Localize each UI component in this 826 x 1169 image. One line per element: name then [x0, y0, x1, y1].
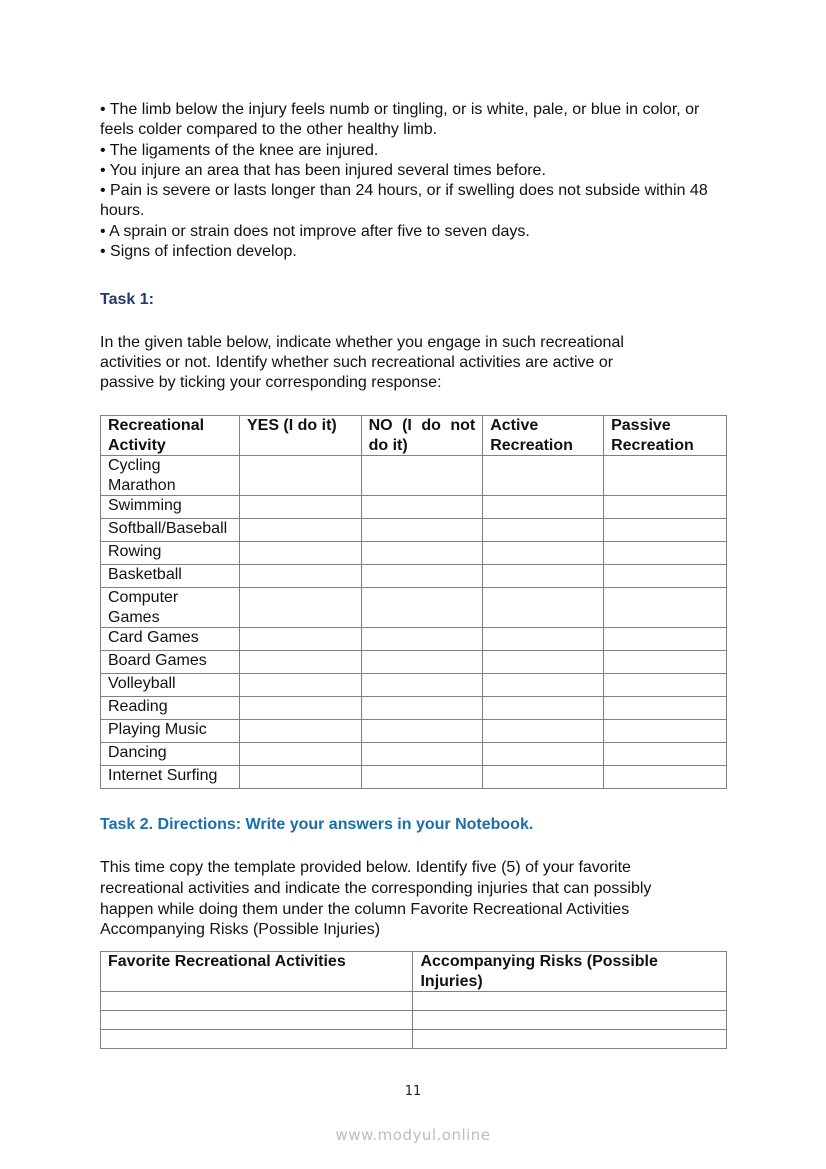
table-row	[101, 674, 727, 697]
activity-cell: Softball/Baseball	[101, 519, 240, 542]
passive-cell[interactable]	[604, 651, 727, 674]
active-cell[interactable]	[483, 456, 604, 496]
table-row	[101, 766, 727, 789]
yes-cell[interactable]	[239, 743, 361, 766]
yes-cell[interactable]	[239, 542, 361, 565]
header-favorite-activities: Favorite Recreational Activities	[101, 952, 413, 992]
passive-cell[interactable]	[604, 766, 727, 789]
yes-cell[interactable]	[239, 456, 361, 496]
risk-cell[interactable]	[413, 1030, 727, 1049]
activity-cell: Computer Games	[101, 588, 240, 628]
no-cell[interactable]	[361, 496, 483, 519]
table-row	[101, 651, 727, 674]
no-cell[interactable]	[361, 697, 483, 720]
header-no: NO (I do not do it)	[361, 416, 483, 456]
activity-cell: Internet Surfing	[101, 766, 240, 789]
activity-cell: Reading	[101, 697, 240, 720]
table-row	[101, 743, 727, 766]
no-cell[interactable]	[361, 588, 483, 628]
activity-cell: Playing Music	[101, 720, 240, 743]
favorite-activity-cell[interactable]	[101, 1011, 413, 1030]
task2-instructions: This time copy the template provided below. Identify five (5) of your favorite recreational activities and indicate the corresponding injuries that can possibly happen while doing them under the column Favorite Recreational Activities Accompanying Risks (Possible Injuries)	[100, 859, 652, 939]
no-cell[interactable]	[361, 542, 483, 565]
table-row	[101, 496, 727, 519]
table-row	[101, 456, 727, 496]
header-yes: YES (I do it)	[239, 416, 361, 456]
table-row	[101, 565, 727, 588]
active-cell[interactable]	[483, 628, 604, 651]
passive-cell[interactable]	[604, 628, 727, 651]
no-cell[interactable]	[361, 743, 483, 766]
yes-cell[interactable]	[239, 674, 361, 697]
task1-heading: Task 1:	[100, 291, 154, 308]
favorite-activities-table	[100, 951, 727, 1049]
passive-cell[interactable]	[604, 565, 727, 588]
activity-cell: Volleyball	[101, 674, 240, 697]
no-cell[interactable]	[361, 456, 483, 496]
bullet-item: • The ligaments of the knee are injured.	[100, 141, 379, 159]
active-cell[interactable]	[483, 519, 604, 542]
header-activity: Recreational Activity	[101, 416, 240, 456]
risk-cell[interactable]	[413, 992, 727, 1011]
active-cell[interactable]	[483, 542, 604, 565]
task1-instructions: In the given table below, indicate whether you engage in such recreational activities or not. Identify whether such recreational activities are active or passive by ticking your corresponding response:	[100, 334, 624, 392]
table-row	[101, 588, 727, 628]
activity-cell: Basketball	[101, 565, 240, 588]
active-cell[interactable]	[483, 720, 604, 743]
risk-cell[interactable]	[413, 1011, 727, 1030]
active-cell[interactable]	[483, 743, 604, 766]
no-cell[interactable]	[361, 565, 483, 588]
no-cell[interactable]	[361, 720, 483, 743]
yes-cell[interactable]	[239, 519, 361, 542]
table-row	[101, 992, 727, 1011]
favorite-activity-cell[interactable]	[101, 1030, 413, 1049]
header-passive: Passive Recreation	[604, 416, 727, 456]
watermark: www.modyul.online	[335, 1126, 491, 1144]
activity-cell: Dancing	[101, 743, 240, 766]
table-header-row	[101, 952, 727, 992]
passive-cell[interactable]	[604, 588, 727, 628]
active-cell[interactable]	[483, 674, 604, 697]
recreational-activity-table	[100, 415, 727, 789]
activity-cell: Rowing	[101, 542, 240, 565]
no-cell[interactable]	[361, 519, 483, 542]
active-cell[interactable]	[483, 697, 604, 720]
bullet-item: • Pain is severe or lasts longer than 24 hours, or if swelling does not subside within 48 hours.	[100, 182, 708, 220]
table-row	[101, 1030, 727, 1049]
table-header-row	[101, 416, 727, 456]
no-cell[interactable]	[361, 651, 483, 674]
yes-cell[interactable]	[239, 588, 361, 628]
page-number: 11	[404, 1084, 422, 1099]
table-row	[101, 542, 727, 565]
bullet-item: • A sprain or strain does not improve after five to seven days.	[100, 222, 530, 240]
active-cell[interactable]	[483, 588, 604, 628]
table-row	[101, 697, 727, 720]
header-active: Active Recreation	[483, 416, 604, 456]
no-cell[interactable]	[361, 628, 483, 651]
active-cell[interactable]	[483, 496, 604, 519]
table-row	[101, 1011, 727, 1030]
yes-cell[interactable]	[239, 651, 361, 674]
passive-cell[interactable]	[604, 496, 727, 519]
table-row	[101, 720, 727, 743]
activity-cell: Cycling Marathon	[101, 456, 240, 496]
yes-cell[interactable]	[239, 697, 361, 720]
bullet-item: • You injure an area that has been injured several times before.	[100, 161, 546, 179]
yes-cell[interactable]	[239, 720, 361, 743]
active-cell[interactable]	[483, 651, 604, 674]
active-cell[interactable]	[483, 766, 604, 789]
passive-cell[interactable]	[604, 519, 727, 542]
bullet-item: • The limb below the injury feels numb or tingling, or is white, pale, or blue in color, or feels colder compared to the other healthy limb.	[100, 101, 700, 139]
passive-cell[interactable]	[604, 674, 727, 697]
yes-cell[interactable]	[239, 628, 361, 651]
header-accompanying-risks: Accompanying Risks (Possible Injuries)	[413, 952, 727, 992]
table-row	[101, 519, 727, 542]
task2-heading: Task 2. Directions: Write your answers in your Notebook.	[100, 816, 534, 833]
passive-cell[interactable]	[604, 720, 727, 743]
activity-cell: Swimming	[101, 496, 240, 519]
passive-cell[interactable]	[604, 542, 727, 565]
yes-cell[interactable]	[239, 565, 361, 588]
active-cell[interactable]	[483, 565, 604, 588]
activity-cell: Card Games	[101, 628, 240, 651]
passive-cell[interactable]	[604, 743, 727, 766]
no-cell[interactable]	[361, 674, 483, 697]
table-row	[101, 628, 727, 651]
yes-cell[interactable]	[239, 496, 361, 519]
passive-cell[interactable]	[604, 456, 727, 496]
yes-cell[interactable]	[239, 766, 361, 789]
activity-cell: Board Games	[101, 651, 240, 674]
passive-cell[interactable]	[604, 697, 727, 720]
bullet-item: • Signs of infection develop.	[100, 243, 297, 261]
no-cell[interactable]	[361, 766, 483, 789]
favorite-activity-cell[interactable]	[101, 992, 413, 1011]
warning-signs-list	[100, 100, 730, 262]
